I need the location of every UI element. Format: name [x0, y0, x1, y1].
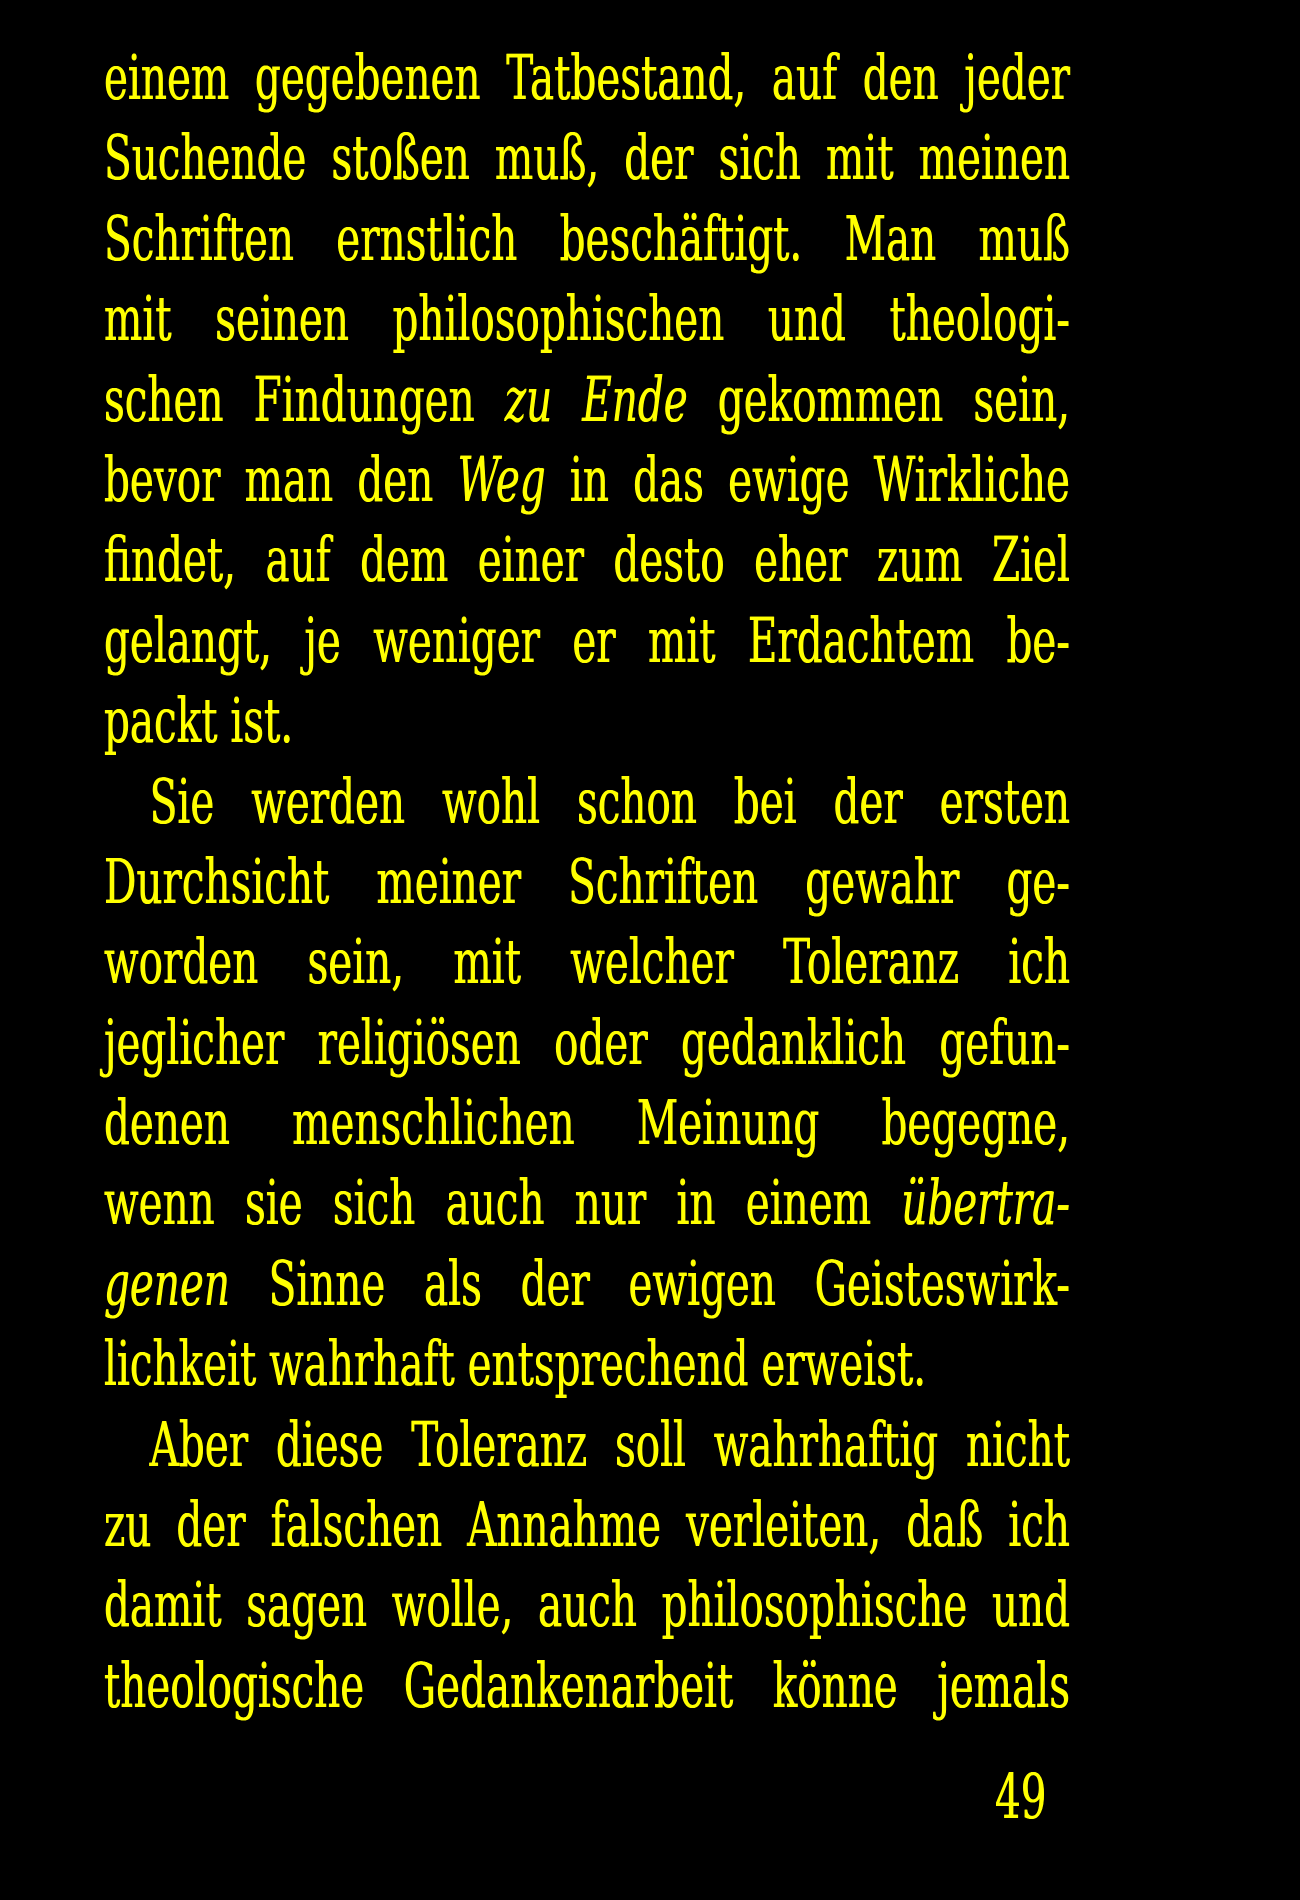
text-line	[104, 762, 1070, 842]
text-line	[104, 681, 1070, 761]
text-line	[104, 1324, 1070, 1404]
body-text: Durchsicht meiner Schriften gewahr ge-	[104, 844, 1070, 918]
body-text: Sie werden wohl schon bei der ersten	[149, 764, 1070, 838]
italic-text: übertra-	[901, 1166, 1070, 1240]
page-number: 49	[995, 1760, 1047, 1833]
body-text: findet, auf dem einer desto eher zum Ziel	[104, 523, 1070, 597]
body-text: mit seinen philosophischen und theologi-	[104, 282, 1070, 356]
text-line	[104, 1405, 1070, 1485]
text-line	[104, 1163, 1070, 1243]
body-text: schen Findungen	[104, 362, 505, 436]
text-line	[104, 601, 1070, 681]
text-line	[104, 199, 1070, 279]
body-text: einem gegebenen Tatbestand, auf den jeder	[104, 41, 1070, 114]
text-line	[104, 520, 1070, 600]
text-line	[104, 1244, 1070, 1324]
text-line	[104, 279, 1070, 359]
body-text: jeglicher religiösen oder gedanklich gefun-	[104, 1005, 1070, 1079]
body-text: damit sagen wolle, auch philosophische und	[104, 1568, 1070, 1642]
text-line	[104, 118, 1070, 198]
page-text	[104, 38, 1070, 1726]
text-line	[104, 440, 1070, 520]
text-line	[104, 1485, 1070, 1565]
text-line	[104, 1646, 1070, 1726]
body-text: theologische Gedankenarbeit könne jemals	[104, 1648, 1070, 1722]
body-text: zu der falschen Annahme verleiten, daß ich	[104, 1488, 1070, 1562]
italic-text: genen	[104, 1246, 230, 1320]
text-line	[104, 360, 1070, 440]
body-text: lichkeit wahrhaft entsprechend erweist.	[104, 1327, 927, 1401]
text-line	[104, 1003, 1070, 1083]
body-text: Aber diese Toleranz soll wahrhaftig nicht	[149, 1407, 1070, 1481]
text-line	[104, 1083, 1070, 1163]
italic-text: Weg	[457, 442, 546, 516]
body-text: worden sein, mit welcher Toleranz ich	[104, 925, 1070, 999]
text-line	[104, 842, 1070, 922]
body-text: gelangt, je weniger er mit Erdachtem be-	[104, 603, 1070, 677]
text-line	[104, 38, 1070, 118]
body-text: Schriften ernstlich beschäftigt. Man muß	[104, 201, 1070, 275]
body-text: bevor man den	[104, 442, 458, 516]
body-text: Sinne als der ewigen Geisteswirk-	[229, 1246, 1070, 1320]
text-line	[104, 922, 1070, 1002]
body-text: wenn sie sich auch nur in einem	[104, 1166, 902, 1240]
text-line	[104, 1565, 1070, 1645]
italic-text: zu Ende	[504, 362, 688, 436]
body-text: in das ewige Wirkliche	[545, 442, 1070, 516]
body-text: packt ist.	[104, 684, 294, 758]
body-text: gekommen sein,	[687, 362, 1071, 436]
body-text: Suchende stoßen muß, der sich mit meinen	[104, 121, 1070, 195]
body-text: denen menschlichen Meinung begegne,	[104, 1086, 1070, 1160]
